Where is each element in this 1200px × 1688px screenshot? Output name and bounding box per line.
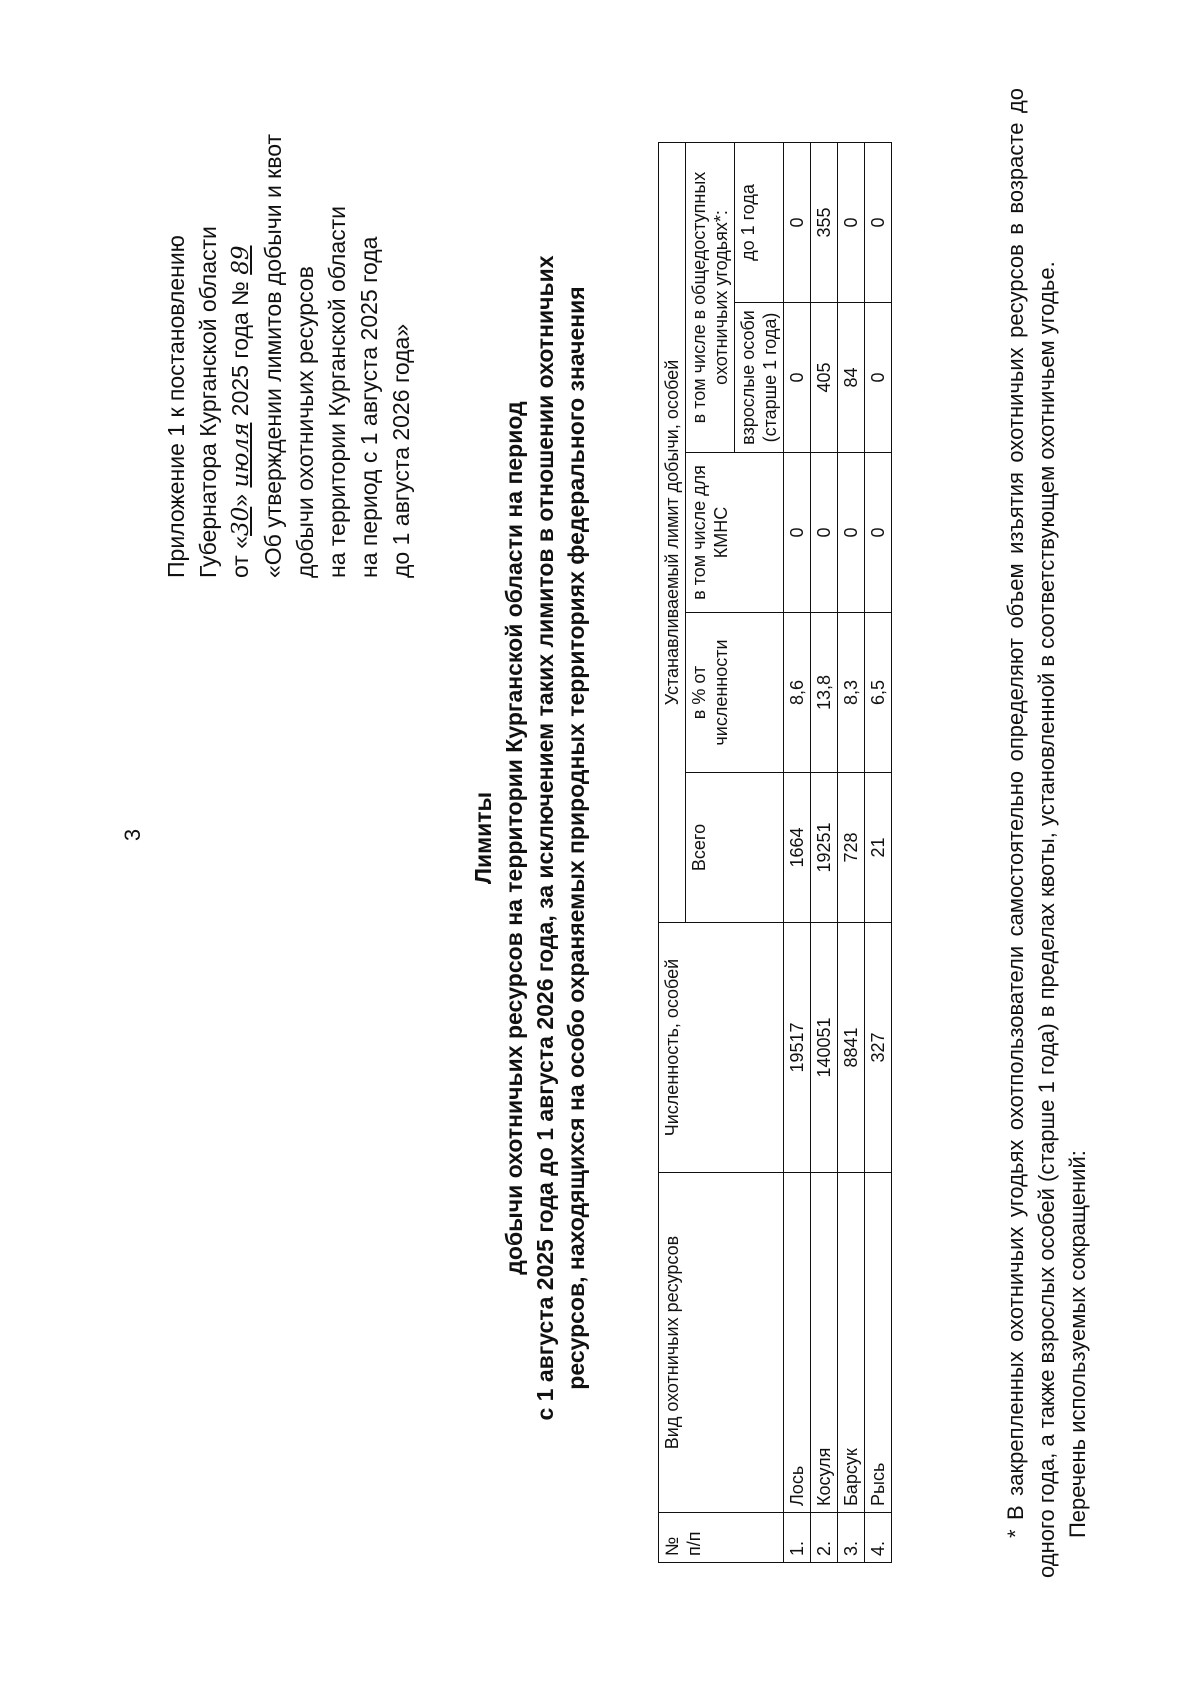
header-total: Всего [686,773,784,923]
handwritten-day: 30 [228,506,254,536]
footnote-text: * В закрепленных охотничьих угодьях охотпользователи самостоятельно определяют объем изъятия охотничьих ресурсов в возрасте до одного года, а также взрослых особей (старше 1 года) в пределах квоты, установленной в соответствующем охотничьем угодье. [1003,88,1059,1578]
table-row [811,143,838,1563]
row-young: 355 [811,143,838,303]
appendix-line-7: на период с 1 августа 2025 года [356,236,382,578]
row-young: 0 [865,143,892,303]
row-kmns: 0 [784,453,811,613]
row-adults: 0 [865,303,892,453]
row-percent: 8,6 [784,613,811,773]
header-row-1 [659,143,686,1563]
row-num: 1. [784,1513,811,1563]
header-percent: в % от численности [686,613,784,773]
row-population: 327 [865,923,892,1173]
limits-table [658,142,892,1563]
row-num: 2. [811,1513,838,1563]
title-line-3: с 1 августа 2025 года до 1 августа 2026 года, за исключением таких лимитов в отношении охотничьих [532,255,558,1421]
row-species: Рысь [865,1173,892,1513]
header-kmns: в том числе для КМНС [686,453,784,613]
row-population: 19517 [784,923,811,1173]
row-total: 728 [838,773,865,923]
abbreviations-heading: Перечень используемых сокращений: [1065,1150,1090,1538]
row-num: 3. [838,1513,865,1563]
row-young: 0 [838,143,865,303]
date-prefix: от « [227,535,253,578]
table-row [784,143,811,1563]
date-year: 2025 года № [227,274,253,423]
row-kmns: 0 [865,453,892,613]
row-kmns: 0 [838,453,865,613]
header-limit-group: Устанавливаемый лимит добычи, особей [659,143,686,923]
row-percent: 13,8 [811,613,838,773]
table-row [865,143,892,1563]
header-population: Численность, особей [659,923,784,1173]
appendix-line-4: «Об утверждении лимитов добычи и квот [260,133,286,578]
date-mid: » [227,487,253,507]
title-line-2: добычи охотничьих ресурсов на территории Курганской области на период [501,401,527,1275]
appendix-line-1: Приложение 1 к постановлению [163,235,189,578]
appendix-header [160,0,417,578]
row-population: 140051 [811,923,838,1173]
appendix-line-6: на территории Курганской области [324,205,350,578]
header-species: Вид охотничьих ресурсов [659,1173,784,1513]
row-population: 8841 [838,923,865,1173]
row-kmns: 0 [811,453,838,613]
header-public-group: в том числе в общедоступных охотничьих угодьях*: [686,143,735,453]
row-adults: 0 [784,303,811,453]
appendix-line-2: Губернатора Курганской области [195,226,221,578]
handwritten-number: 89 [228,245,254,275]
row-percent: 8,3 [838,613,865,773]
row-species: Барсук [838,1173,865,1513]
title-line-1: Лимиты [470,791,496,885]
page-number: 3 [120,828,145,842]
row-total: 21 [865,773,892,923]
row-species: Лось [784,1173,811,1513]
row-adults: 405 [811,303,838,453]
row-species: Косуля [811,1173,838,1513]
title-line-4: ресурсов, находящихся на особо охраняемых природных территориях федерального значения [563,286,589,1390]
appendix-line-5: добычи охотничьих ресурсов [292,266,318,578]
row-young: 0 [784,143,811,303]
row-num: 4. [865,1513,892,1563]
appendix-line-3 [224,0,257,578]
footnote [1000,88,1093,1578]
header-young: до 1 года [735,143,784,303]
document-title [468,88,592,1588]
handwritten-month: июля [228,422,254,488]
header-adults: взрослые особи (старше 1 года) [735,303,784,453]
row-percent: 6,5 [865,613,892,773]
row-adults: 84 [838,303,865,453]
appendix-line-8: до 1 августа 2026 года» [388,323,414,578]
table-row [838,143,865,1563]
header-num: № п/п [659,1513,784,1563]
row-total: 1664 [784,773,811,923]
row-total: 19251 [811,773,838,923]
